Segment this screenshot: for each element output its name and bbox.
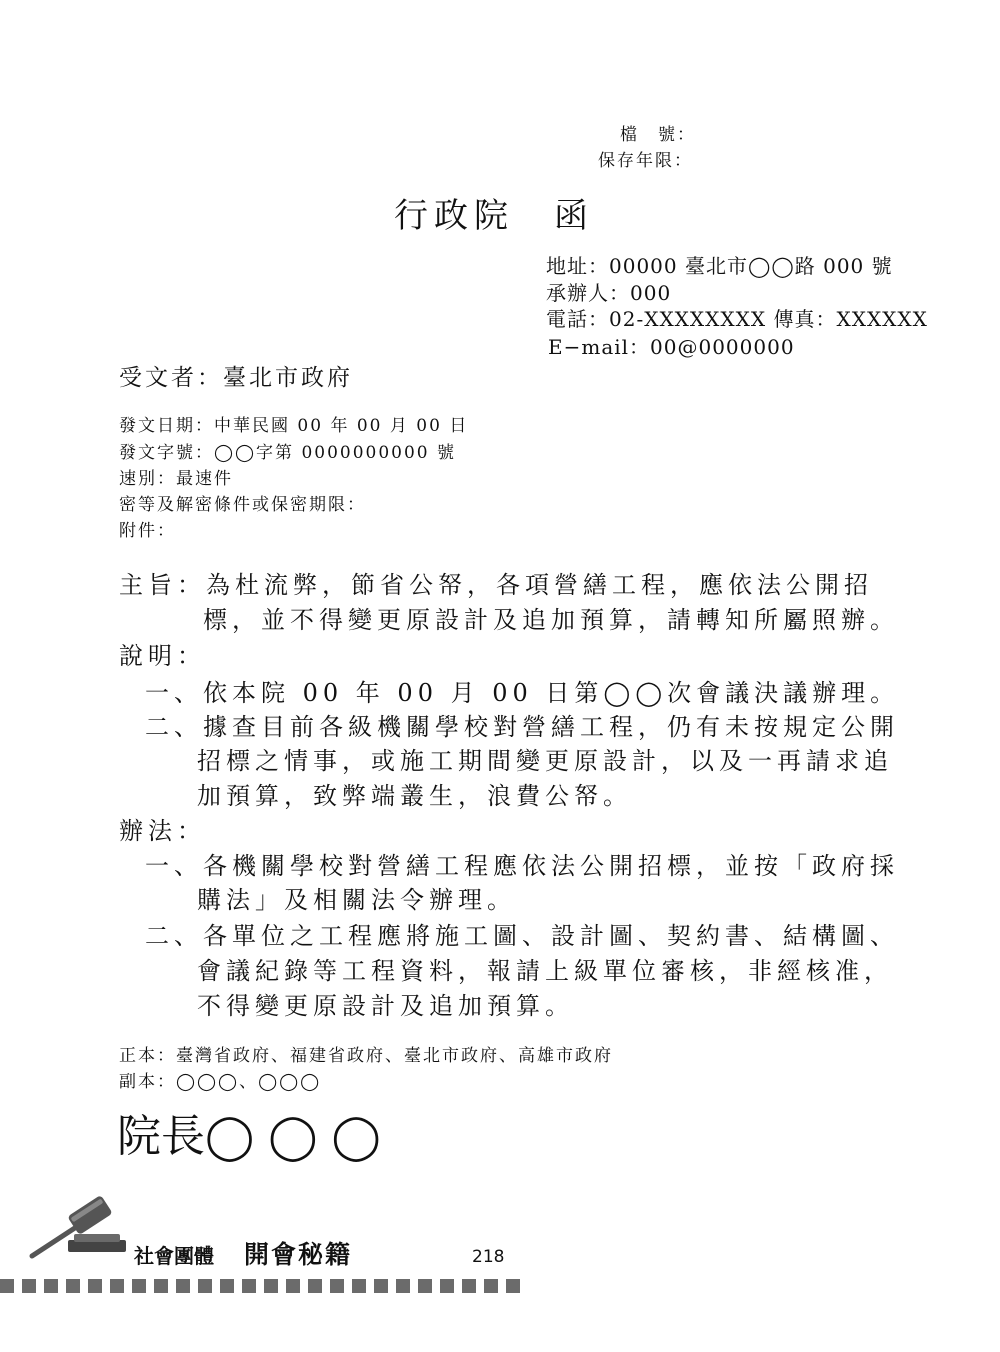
gavel-icon — [28, 1196, 128, 1266]
explanation-item-2-line-3: 加預算，致弊端叢生，浪費公帑。 — [197, 782, 632, 810]
contact-email: E−mail：00@0000000 — [548, 335, 795, 359]
document-number: 發文字號：◯◯字第 0000000000 號 — [119, 443, 457, 463]
footer-dot-divider — [0, 1279, 520, 1293]
main-copy-recipients: 正本：臺灣省政府、福建省政府、臺北市政府、高雄市政府 — [119, 1046, 613, 1066]
explanation-item-2-line-1: 二、據查目前各級機關學校對營繕工程，仍有未按規定公開 — [145, 713, 899, 741]
secrecy-level: 密等及解密條件或保密期限： — [119, 495, 366, 515]
contact-address: 地址：00000 臺北市◯◯路 000 號 — [546, 254, 893, 278]
method-item-2-line-1: 二、各單位之工程應將施工圖、設計圖、契約書、結構圖、 — [145, 922, 899, 950]
method-item-2-line-3: 不得變更原設計及追加預算。 — [197, 992, 574, 1020]
attachment-label: 附件： — [119, 521, 176, 541]
subject-line-1: 主旨：為杜流弊，節省公帑，各項營繕工程，應依法公開招 — [119, 571, 873, 599]
method-item-1-line-2: 購法」及相關法令辦理。 — [197, 886, 516, 914]
page-number: 218 — [472, 1247, 505, 1267]
document-title: 行政院 函 — [394, 196, 594, 236]
subject-line-2: 標，並不得變更原設計及追加預算，請轉知所屬照辦。 — [203, 606, 899, 634]
issue-date: 發文日期：中華民國 00 年 00 月 00 日 — [119, 416, 469, 436]
contact-phone: 電話：02-XXXXXXXX 傳真：XXXXXX — [546, 307, 928, 331]
delivery-speed: 速別：最速件 — [119, 469, 233, 489]
footer-label-meeting-secrets: 開會秘籍 — [244, 1240, 353, 1269]
method-item-2-line-2: 會議紀錄等工程資料，報請上級單位審核，非經核准， — [197, 957, 893, 985]
explanation-item-2-line-2: 招標之情事，或施工期間變更原設計，以及一再請求追 — [197, 747, 893, 775]
explanation-item-1: 一、依本院 00 年 00 月 00 日第◯◯次會議決議辦理。 — [145, 679, 900, 707]
secondary-copy-recipients: 副本：◯◯◯、◯◯◯ — [119, 1072, 322, 1092]
retention-period-label: 保存年限： — [598, 151, 693, 171]
contact-handler: 承辦人：000 — [546, 281, 672, 305]
explanation-heading: 說明： — [119, 642, 206, 670]
signature: 院長◯ ◯ ◯ — [117, 1111, 381, 1162]
method-item-1-line-1: 一、各機關學校對營繕工程應依法公開招標，並按「政府採 — [145, 852, 899, 880]
file-number-label: 檔 號： — [620, 125, 696, 145]
recipient: 受文者：臺北市政府 — [119, 365, 353, 391]
method-heading: 辦法： — [119, 817, 206, 845]
footer-label-social-groups: 社會團體 — [134, 1244, 214, 1268]
